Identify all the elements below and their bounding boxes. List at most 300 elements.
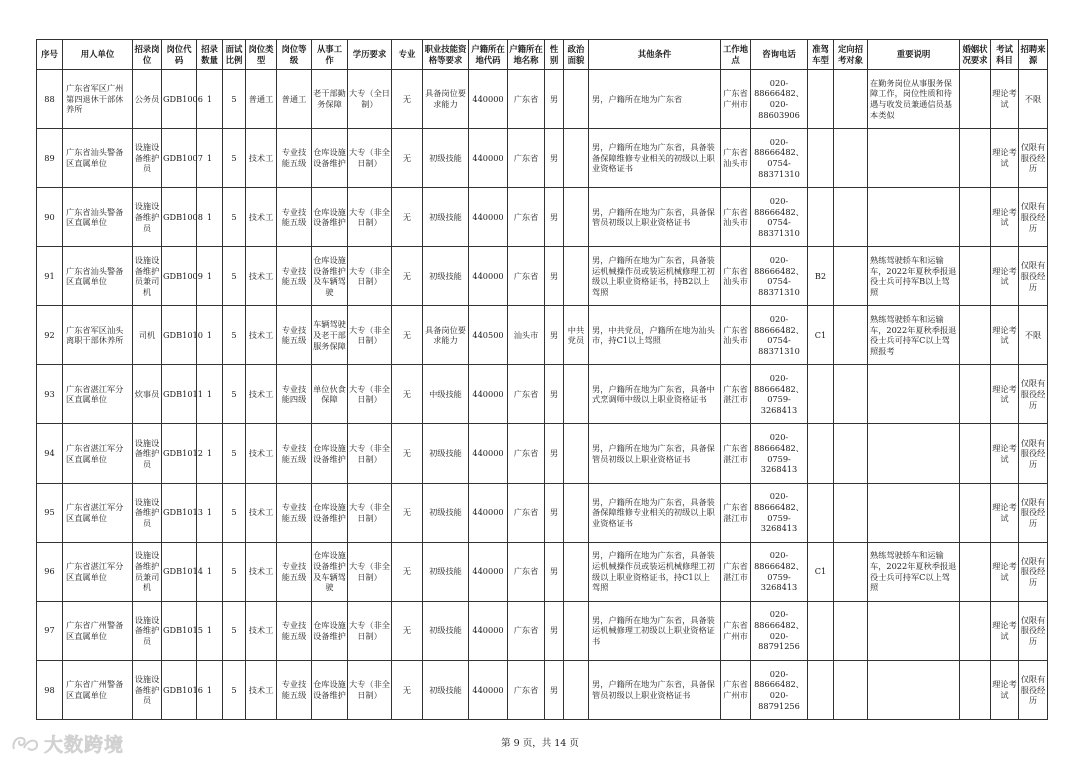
cell-marital-status: [960, 660, 991, 719]
cell-hukou-name: 汕头市: [508, 306, 545, 365]
cell-political-status: [564, 247, 589, 306]
cell-work-location: 广东省湛江市: [721, 542, 751, 601]
cell-work-location: 广东省湛江市: [721, 483, 751, 542]
cell-employer: 广东省湛江军分区直属单位: [63, 424, 133, 483]
cell-interview-ratio: 5: [223, 542, 246, 601]
cell-position-code: GDB1010: [162, 306, 197, 365]
cell-headcount: 1: [197, 70, 223, 129]
cell-position-type: 技术工: [246, 306, 277, 365]
column-header: 岗位类型: [246, 40, 277, 70]
column-header: 咨询电话: [751, 40, 808, 70]
column-header: 从事工作: [312, 40, 348, 70]
cell-gender: 男: [545, 188, 564, 247]
column-header: 婚姻状况要求: [960, 40, 991, 70]
cell-skill-requirement: 初级技能: [423, 542, 469, 601]
cell-position-type: 技术工: [246, 188, 277, 247]
cell-hukou-name: 广东省: [508, 247, 545, 306]
cell-headcount: 1: [197, 483, 223, 542]
cell-education: 大专（非全日制）: [348, 660, 392, 719]
cell-marital-status: [960, 483, 991, 542]
cell-work-content: 仓库设施设备维护: [312, 660, 348, 719]
cell-gender: 男: [545, 365, 564, 424]
cell-marital-status: [960, 129, 991, 188]
cell-skill-requirement: 初级技能: [423, 483, 469, 542]
table-row: [37, 601, 1048, 660]
cell-work-location: 广东省湛江市: [721, 365, 751, 424]
cell-skill-requirement: 具备岗位要求能力: [423, 70, 469, 129]
cell-hukou-name: 广东省: [508, 660, 545, 719]
cell-education: 大专（非全日制）: [348, 365, 392, 424]
column-header: 序号: [37, 40, 63, 70]
cell-work-location: 广东省湛江市: [721, 424, 751, 483]
cell-other-conditions: 男，户籍所在地为广东省: [589, 70, 721, 129]
table-row: [37, 483, 1048, 542]
page-footer: 第 9 页，共 14 页: [501, 738, 579, 749]
cell-exam-subject: 理论考试: [991, 542, 1019, 601]
cell-position-level: 专业技能五级: [277, 424, 312, 483]
cell-gender: 男: [545, 542, 564, 601]
cell-contact-phone: 020-88666482、020-88603906: [751, 70, 808, 129]
cell-education: 大专（全日制）: [348, 70, 392, 129]
cell-position: 设施设备维护员: [133, 601, 162, 660]
cell-headcount: 1: [197, 247, 223, 306]
cell-recruit-source: 仅限有服役经历: [1019, 188, 1048, 247]
recruitment-table: [36, 39, 1048, 720]
cell-recruit-source: 不限: [1019, 306, 1048, 365]
cell-work-location: 广东省广州市: [721, 660, 751, 719]
cell-seq: 96: [37, 542, 63, 601]
cell-work-content: 仓库设施设备维护及车辆驾驶: [312, 542, 348, 601]
cell-seq: 92: [37, 306, 63, 365]
cell-hukou-code: 440000: [469, 542, 508, 601]
cell-hukou-code: 440000: [469, 365, 508, 424]
table-row: [37, 365, 1048, 424]
watermark-logo-icon: [10, 733, 40, 755]
column-header: 户籍所在地代码: [469, 40, 508, 70]
cell-political-status: [564, 660, 589, 719]
cell-political-status: [564, 365, 589, 424]
cell-headcount: 1: [197, 129, 223, 188]
cell-skill-requirement: 初级技能: [423, 247, 469, 306]
cell-important-notes: 熟练驾驶轿车和运输车，2022年夏秋季报退役士兵可持军C以上驾照: [868, 542, 960, 601]
cell-work-content: 仓库设施设备维护及车辆驾驶: [312, 247, 348, 306]
cell-position-type: 技术工: [246, 601, 277, 660]
table-row: [37, 424, 1048, 483]
cell-contact-phone: 020-88666482、020-88791256: [751, 660, 808, 719]
cell-skill-requirement: 初级技能: [423, 424, 469, 483]
cell-contact-phone: 020-88666482、0754-88371310: [751, 188, 808, 247]
cell-hukou-name: 广东省: [508, 70, 545, 129]
cell-position: 设施设备维护员: [133, 424, 162, 483]
cell-driving-license: [808, 424, 834, 483]
cell-marital-status: [960, 247, 991, 306]
cell-major: 无: [392, 601, 423, 660]
cell-hukou-code: 440000: [469, 601, 508, 660]
table-row: [37, 70, 1048, 129]
cell-position-level: 专业技能五级: [277, 660, 312, 719]
cell-hukou-name: 广东省: [508, 424, 545, 483]
cell-important-notes: [868, 365, 960, 424]
cell-education: 大专（非全日制）: [348, 424, 392, 483]
cell-hukou-code: 440000: [469, 247, 508, 306]
cell-seq: 91: [37, 247, 63, 306]
cell-exam-subject: 理论考试: [991, 660, 1019, 719]
cell-targeted-group: [834, 247, 868, 306]
cell-recruit-source: 仅限有服役经历: [1019, 601, 1048, 660]
cell-position-type: 技术工: [246, 247, 277, 306]
table-header-row: [37, 40, 1048, 70]
cell-driving-license: [808, 660, 834, 719]
cell-driving-license: [808, 365, 834, 424]
cell-hukou-code: 440000: [469, 70, 508, 129]
cell-political-status: [564, 601, 589, 660]
cell-position-level: 专业技能五级: [277, 483, 312, 542]
column-header: 定向招考对象: [834, 40, 868, 70]
cell-position-code: GDB1012: [162, 424, 197, 483]
cell-other-conditions: 男，户籍所在地为广东省，具备保管员初级以上职业资格证书: [589, 424, 721, 483]
table-row: [37, 188, 1048, 247]
cell-skill-requirement: 中级技能: [423, 365, 469, 424]
column-header: 重要说明: [868, 40, 960, 70]
cell-major: 无: [392, 129, 423, 188]
cell-political-status: [564, 424, 589, 483]
cell-driving-license: [808, 483, 834, 542]
cell-interview-ratio: 5: [223, 188, 246, 247]
column-header: 性别: [545, 40, 564, 70]
cell-hukou-code: 440000: [469, 483, 508, 542]
cell-major: 无: [392, 660, 423, 719]
cell-employer: 广东省广州警备区直属单位: [63, 601, 133, 660]
cell-position-type: 技术工: [246, 129, 277, 188]
cell-major: 无: [392, 483, 423, 542]
cell-recruit-source: 仅限有服役经历: [1019, 542, 1048, 601]
cell-education: 大专（非全日制）: [348, 188, 392, 247]
cell-exam-subject: 理论考试: [991, 483, 1019, 542]
column-header: 岗位代码: [162, 40, 197, 70]
cell-recruit-source: 仅限有服役经历: [1019, 247, 1048, 306]
watermark-text: 大数跨境: [44, 734, 125, 756]
cell-political-status: [564, 483, 589, 542]
cell-interview-ratio: 5: [223, 306, 246, 365]
cell-targeted-group: [834, 188, 868, 247]
column-header: 招录岗位: [133, 40, 162, 70]
recruitment-table-sheet: [36, 39, 1047, 720]
cell-work-content: 仓库设施设备维护: [312, 601, 348, 660]
cell-interview-ratio: 5: [223, 424, 246, 483]
cell-important-notes: 熟练驾驶轿车和运输车，2022年夏秋季报退役士兵可持军B以上驾照: [868, 247, 960, 306]
cell-seq: 89: [37, 129, 63, 188]
cell-seq: 93: [37, 365, 63, 424]
cell-important-notes: [868, 601, 960, 660]
watermark: [10, 730, 124, 757]
cell-recruit-source: 不限: [1019, 70, 1048, 129]
cell-hukou-name: 广东省: [508, 129, 545, 188]
cell-work-content: 仓库设施设备维护: [312, 188, 348, 247]
cell-work-content: 仓库设施设备维护: [312, 424, 348, 483]
cell-political-status: [564, 188, 589, 247]
cell-work-location: 广东省汕头市: [721, 306, 751, 365]
column-header: 招录数量: [197, 40, 223, 70]
cell-exam-subject: 理论考试: [991, 601, 1019, 660]
column-header: 岗位等级: [277, 40, 312, 70]
table-body: [37, 70, 1048, 720]
cell-position-code: GDB1011: [162, 365, 197, 424]
cell-work-location: 广东省汕头市: [721, 188, 751, 247]
column-header: 工作地点: [721, 40, 751, 70]
cell-other-conditions: 男，户籍所在地为广东省，具备装备保障维修专业相关的初级以上职业资格证书: [589, 483, 721, 542]
table-row: [37, 660, 1048, 719]
cell-gender: 男: [545, 660, 564, 719]
cell-interview-ratio: 5: [223, 129, 246, 188]
cell-education: 大专（非全日制）: [348, 306, 392, 365]
cell-targeted-group: [834, 660, 868, 719]
cell-position-code: GDB1014: [162, 542, 197, 601]
cell-position-type: 技术工: [246, 365, 277, 424]
cell-other-conditions: 男，户籍所在地为广东省，具备装运机械修理工初级以上职业资格证书: [589, 601, 721, 660]
cell-recruit-source: 仅限有服役经历: [1019, 660, 1048, 719]
cell-contact-phone: 020-88666482、0754-88371310: [751, 247, 808, 306]
cell-education: 大专（非全日制）: [348, 601, 392, 660]
cell-important-notes: [868, 424, 960, 483]
column-header: 考试科目: [991, 40, 1019, 70]
cell-marital-status: [960, 424, 991, 483]
cell-major: 无: [392, 306, 423, 365]
cell-gender: 男: [545, 129, 564, 188]
cell-contact-phone: 020-88666482、020-88791256: [751, 601, 808, 660]
cell-position: 设施设备维护员兼司机: [133, 542, 162, 601]
cell-targeted-group: [834, 365, 868, 424]
column-header: 用人单位: [63, 40, 133, 70]
cell-exam-subject: 理论考试: [991, 365, 1019, 424]
cell-position-level: 专业技能五级: [277, 542, 312, 601]
cell-hukou-name: 广东省: [508, 483, 545, 542]
cell-targeted-group: [834, 424, 868, 483]
cell-other-conditions: 男，户籍所在地为广东省，具备中式烹调师中级以上职业资格证书: [589, 365, 721, 424]
cell-important-notes: [868, 129, 960, 188]
cell-position: 设施设备维护员: [133, 660, 162, 719]
cell-education: 大专（非全日制）: [348, 542, 392, 601]
cell-skill-requirement: 初级技能: [423, 129, 469, 188]
cell-gender: 男: [545, 601, 564, 660]
cell-education: 大专（非全日制）: [348, 247, 392, 306]
cell-major: 无: [392, 188, 423, 247]
cell-hukou-name: 广东省: [508, 542, 545, 601]
cell-major: 无: [392, 542, 423, 601]
cell-other-conditions: 男，中共党员，户籍所在地为汕头市，持C1以上驾照: [589, 306, 721, 365]
cell-employer: 广东省湛江军分区直属单位: [63, 542, 133, 601]
cell-position: 设施设备维护员: [133, 188, 162, 247]
cell-work-content: 仓库设施设备维护: [312, 129, 348, 188]
cell-recruit-source: 仅限有服役经历: [1019, 129, 1048, 188]
cell-driving-license: [808, 70, 834, 129]
cell-gender: 男: [545, 70, 564, 129]
cell-contact-phone: 020-88666482、0759-3268413: [751, 424, 808, 483]
cell-education: 大专（非全日制）: [348, 129, 392, 188]
cell-position-code: GDB1007: [162, 129, 197, 188]
cell-seq: 94: [37, 424, 63, 483]
cell-targeted-group: [834, 306, 868, 365]
cell-driving-license: B2: [808, 247, 834, 306]
cell-employer: 广东省广州警备区直属单位: [63, 660, 133, 719]
cell-position: 公务员: [133, 70, 162, 129]
cell-position-type: 技术工: [246, 660, 277, 719]
cell-headcount: 1: [197, 188, 223, 247]
cell-headcount: 1: [197, 424, 223, 483]
cell-headcount: 1: [197, 660, 223, 719]
cell-marital-status: [960, 365, 991, 424]
cell-employer: 广东省军区汕头离职干部休养所: [63, 306, 133, 365]
cell-work-location: 广东省广州市: [721, 601, 751, 660]
cell-position-level: 专业技能五级: [277, 306, 312, 365]
cell-employer: 广东省军区广州第四退休干部休养所: [63, 70, 133, 129]
cell-position-level: 专业技能五级: [277, 188, 312, 247]
cell-targeted-group: [834, 129, 868, 188]
cell-work-content: 车辆驾驶及老干部服务保障: [312, 306, 348, 365]
table-row: [37, 306, 1048, 365]
cell-targeted-group: [834, 542, 868, 601]
cell-seq: 90: [37, 188, 63, 247]
cell-position-code: GDB1009: [162, 247, 197, 306]
cell-targeted-group: [834, 483, 868, 542]
cell-work-content: 仓库设施设备维护: [312, 483, 348, 542]
cell-important-notes: 在勤务岗位从事服务保障工作，岗位性质和待遇与收发员兼通信员基本类似: [868, 70, 960, 129]
cell-exam-subject: 理论考试: [991, 129, 1019, 188]
cell-position-level: 专业技能四级: [277, 365, 312, 424]
cell-other-conditions: 男，户籍所在地为广东省，具备保管员初级以上职业资格证书: [589, 188, 721, 247]
cell-recruit-source: 仅限有服役经历: [1019, 483, 1048, 542]
cell-employer: 广东省汕头警备区直属单位: [63, 247, 133, 306]
cell-headcount: 1: [197, 365, 223, 424]
cell-position-code: GDB1015: [162, 601, 197, 660]
cell-marital-status: [960, 601, 991, 660]
cell-work-location: 广东省汕头市: [721, 247, 751, 306]
cell-political-status: [564, 129, 589, 188]
cell-hukou-code: 440500: [469, 306, 508, 365]
cell-exam-subject: 理论考试: [991, 247, 1019, 306]
cell-skill-requirement: 初级技能: [423, 601, 469, 660]
cell-exam-subject: 理论考试: [991, 424, 1019, 483]
cell-hukou-code: 440000: [469, 424, 508, 483]
cell-position-code: GDB1006: [162, 70, 197, 129]
cell-driving-license: [808, 601, 834, 660]
cell-political-status: [564, 542, 589, 601]
cell-position-code: GDB1013: [162, 483, 197, 542]
cell-driving-license: [808, 188, 834, 247]
cell-employer: 广东省汕头警备区直属单位: [63, 188, 133, 247]
cell-headcount: 1: [197, 601, 223, 660]
cell-work-location: 广东省广州市: [721, 70, 751, 129]
cell-position-type: 技术工: [246, 483, 277, 542]
cell-interview-ratio: 5: [223, 601, 246, 660]
cell-recruit-source: 仅限有服役经历: [1019, 365, 1048, 424]
cell-contact-phone: 020-88666482、0754-88371310: [751, 306, 808, 365]
column-header: 面试比例: [223, 40, 246, 70]
cell-gender: 男: [545, 247, 564, 306]
cell-position: 设施设备维护员: [133, 129, 162, 188]
cell-interview-ratio: 5: [223, 660, 246, 719]
column-header: 学历要求: [348, 40, 392, 70]
table-row: [37, 247, 1048, 306]
cell-marital-status: [960, 306, 991, 365]
cell-targeted-group: [834, 70, 868, 129]
cell-important-notes: [868, 188, 960, 247]
cell-position: 设施设备维护员: [133, 483, 162, 542]
cell-other-conditions: 男，户籍所在地为广东省，具备装备保障维修专业相关的初级以上职业资格证书: [589, 129, 721, 188]
cell-important-notes: 熟练驾驶轿车和运输车，2022年夏秋季报退役士兵可持军C以上驾照报考: [868, 306, 960, 365]
cell-headcount: 1: [197, 306, 223, 365]
cell-position-level: 普通工: [277, 70, 312, 129]
column-header: 政治面貌: [564, 40, 589, 70]
cell-other-conditions: 男，户籍所在地为广东省，具备装运机械操作员或装运机械修理工初级以上职业资格证书，持B2以上驾照: [589, 247, 721, 306]
cell-major: 无: [392, 247, 423, 306]
cell-exam-subject: 理论考试: [991, 306, 1019, 365]
cell-hukou-name: 广东省: [508, 188, 545, 247]
cell-employer: 广东省湛江军分区直属单位: [63, 365, 133, 424]
column-header: 准驾车型: [808, 40, 834, 70]
cell-contact-phone: 020-88666482、0759-3268413: [751, 542, 808, 601]
cell-hukou-name: 广东省: [508, 365, 545, 424]
table-row: [37, 542, 1048, 601]
cell-important-notes: [868, 660, 960, 719]
cell-position-level: 专业技能五级: [277, 129, 312, 188]
cell-driving-license: C1: [808, 542, 834, 601]
cell-position: 设施设备维护员兼司机: [133, 247, 162, 306]
column-header: 户籍所在地名称: [508, 40, 545, 70]
cell-marital-status: [960, 70, 991, 129]
cell-position-type: 普通工: [246, 70, 277, 129]
cell-political-status: [564, 70, 589, 129]
cell-skill-requirement: 初级技能: [423, 188, 469, 247]
cell-work-content: 单位伙食保障: [312, 365, 348, 424]
cell-work-content: 老干部勤务保障: [312, 70, 348, 129]
cell-driving-license: [808, 129, 834, 188]
cell-seq: 95: [37, 483, 63, 542]
column-header: 专业: [392, 40, 423, 70]
cell-interview-ratio: 5: [223, 70, 246, 129]
cell-seq: 88: [37, 70, 63, 129]
cell-interview-ratio: 5: [223, 365, 246, 424]
cell-position: 炊事员: [133, 365, 162, 424]
cell-skill-requirement: 初级技能: [423, 660, 469, 719]
cell-major: 无: [392, 70, 423, 129]
cell-employer: 广东省汕头警备区直属单位: [63, 129, 133, 188]
cell-gender: 男: [545, 424, 564, 483]
cell-interview-ratio: 5: [223, 483, 246, 542]
cell-targeted-group: [834, 601, 868, 660]
cell-position: 司机: [133, 306, 162, 365]
cell-position-type: 技术工: [246, 424, 277, 483]
cell-gender: 男: [545, 306, 564, 365]
cell-seq: 97: [37, 601, 63, 660]
cell-exam-subject: 理论考试: [991, 188, 1019, 247]
cell-important-notes: [868, 483, 960, 542]
cell-major: 无: [392, 365, 423, 424]
cell-marital-status: [960, 188, 991, 247]
table-row: [37, 129, 1048, 188]
cell-employer: 广东省湛江军分区直属单位: [63, 483, 133, 542]
cell-work-location: 广东省汕头市: [721, 129, 751, 188]
cell-position-level: 专业技能五级: [277, 247, 312, 306]
cell-recruit-source: 仅限有服役经历: [1019, 424, 1048, 483]
column-header: 职业技能资格等要求: [423, 40, 469, 70]
cell-hukou-code: 440000: [469, 660, 508, 719]
cell-other-conditions: 男，户籍所在地为广东省，具备装运机械操作员或装运机械修理工初级以上职业资格证书，持C1以上驾照: [589, 542, 721, 601]
cell-political-status: 中共党员: [564, 306, 589, 365]
cell-marital-status: [960, 542, 991, 601]
cell-education: 大专（非全日制）: [348, 483, 392, 542]
cell-headcount: 1: [197, 542, 223, 601]
cell-major: 无: [392, 424, 423, 483]
